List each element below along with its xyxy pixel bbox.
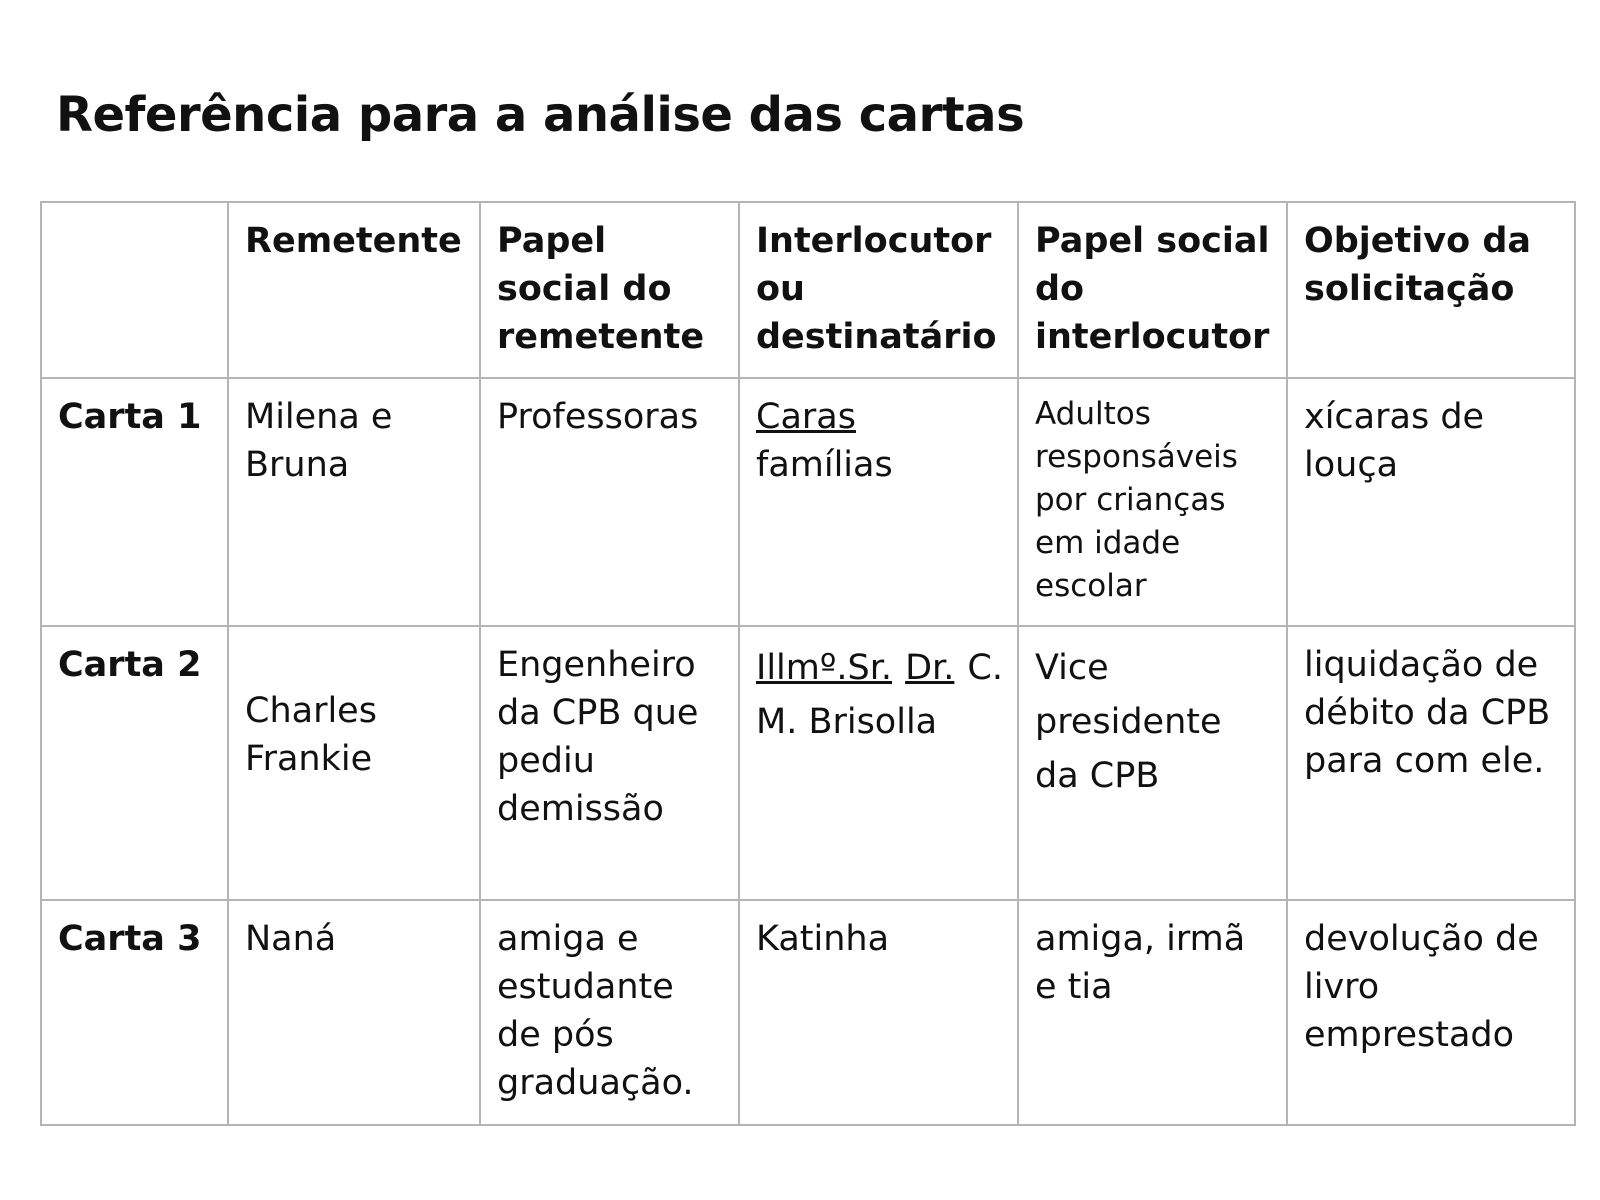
interlocutor-title-text: Illmº.Sr. bbox=[756, 648, 893, 688]
table-row bbox=[41, 378, 1575, 626]
papel-interlocutor-text: Vice presidente da CPB bbox=[1035, 648, 1222, 796]
cell-remetente: Naná bbox=[228, 900, 480, 1125]
cell-papel-remetente: amiga e estudante de pós graduação. bbox=[480, 900, 739, 1125]
header-objetivo: Objetivo da solicitação bbox=[1287, 202, 1575, 378]
interlocutor-name-text: C. M. Brisolla bbox=[756, 648, 1003, 742]
cell-papel-interlocutor bbox=[1018, 626, 1287, 900]
cell-remetente: Charles Frankie bbox=[228, 626, 480, 900]
cell-objetivo: xícaras de louça bbox=[1287, 378, 1575, 626]
header-papel-social-interlocutor: Papel social do interlocutor bbox=[1018, 202, 1287, 378]
table-row bbox=[41, 626, 1575, 900]
cell-papel-interlocutor: Adultos responsáveis por crianças em idade escolar bbox=[1018, 378, 1287, 626]
reference-table bbox=[40, 201, 1576, 1126]
row-label-carta-1: Carta 1 bbox=[41, 378, 228, 626]
interlocutor-text bbox=[756, 641, 1003, 749]
cell-objetivo: liquidação de débito da CPB para com ele. bbox=[1287, 626, 1575, 900]
interlocutor-underlined-text: Caras bbox=[756, 397, 856, 437]
cell-papel-interlocutor: amiga, irmã e tia bbox=[1018, 900, 1287, 1125]
header-interlocutor: Interlocutor ou destinatário bbox=[739, 202, 1018, 378]
cell-interlocutor bbox=[739, 626, 1018, 900]
table-header-row bbox=[41, 202, 1575, 378]
page-title: Referência para a análise das cartas bbox=[56, 87, 1025, 143]
cell-interlocutor: Katinha bbox=[739, 900, 1018, 1125]
cell-papel-remetente: Engenheiro da CPB que pediu demissão bbox=[480, 626, 739, 900]
header-cell-empty bbox=[41, 202, 228, 378]
row-label-carta-3: Carta 3 bbox=[41, 900, 228, 1125]
header-remetente: Remetente bbox=[228, 202, 480, 378]
cell-papel-remetente: Professoras bbox=[480, 378, 739, 626]
interlocutor-text: famílias bbox=[756, 445, 893, 485]
cell-objetivo: devolução de livro emprestado bbox=[1287, 900, 1575, 1125]
cell-interlocutor bbox=[739, 378, 1018, 626]
interlocutor-dr-text: Dr. bbox=[905, 648, 955, 688]
table-row bbox=[41, 900, 1575, 1125]
row-label-carta-2: Carta 2 bbox=[41, 626, 228, 900]
header-papel-social-remetente: Papel social do remetente bbox=[480, 202, 739, 378]
cell-remetente: Milena e Bruna bbox=[228, 378, 480, 626]
